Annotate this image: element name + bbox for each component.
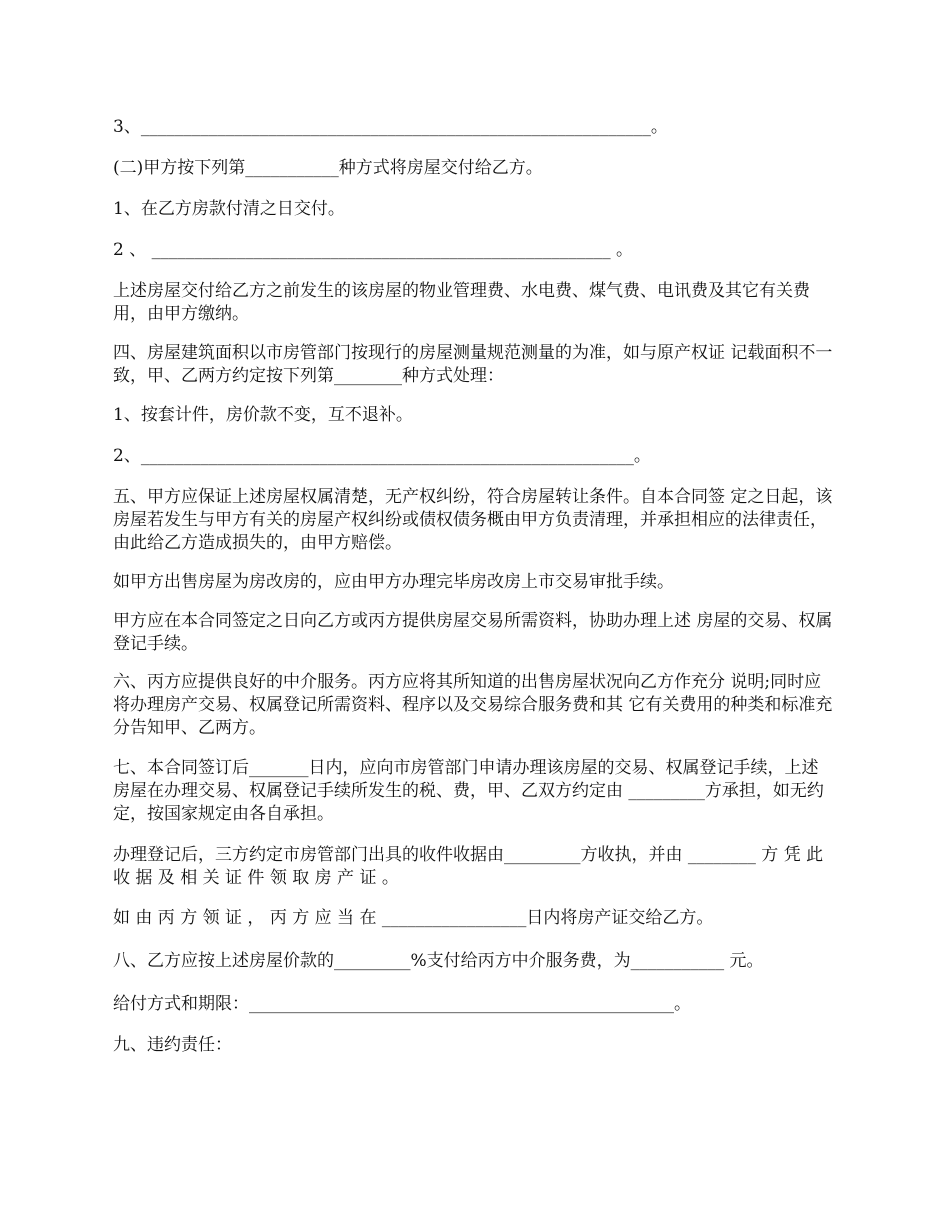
paragraph-section-9: 九、违约责任： bbox=[113, 1035, 232, 1055]
paragraph-area-1: 1、按套计件，房价款不变，互不退补。 bbox=[113, 405, 413, 425]
paragraph-fees: 上述房屋交付给乙方之前发生的该房屋的物业管理费、水电费、煤气费、电讯费及其它有关费用，由甲方缴纳。 bbox=[113, 281, 810, 324]
paragraph-section-5: 五、甲方应保证上述房屋权属清楚，无产权纠纷，符合房屋转让条件。自本合同签 定之日起，该房屋若发生与甲方有关的房屋产权纠纷或债权债务概由甲方负责清理，并承担相应的法律责任，由此给乙方造成损失的，由甲方赔偿。 bbox=[113, 487, 833, 553]
paragraph-payment-terms: 给付方式和期限：__________________________________________________。 bbox=[113, 994, 691, 1014]
paragraph-housing-reform: 如甲方出售房屋为房改房的，应由甲方办理完毕房改房上市交易审批手续。 bbox=[113, 572, 674, 592]
paragraph-certificate: 如 由 丙 方 领 证 ， 丙 方 应 当 在 _________________日内将房产证交给乙方。 bbox=[113, 908, 714, 928]
paragraph-delivery-1: 1、在乙方房款付清之日交付。 bbox=[113, 199, 345, 219]
paragraph-section-4: 四、房屋建筑面积以市房管部门按现行的房屋测量规范测量的为准，如与原产权证 记载面积不一致，甲、乙两方约定按下列第________种方式处理： bbox=[113, 343, 833, 386]
paragraph-section-6: 六、丙方应提供良好的中介服务。丙方应将其所知道的出售房屋状况向乙方作充分 说明;同时应将办理房产交易、权属登记所需资料、程序以及交易综合服务费和其 它有关费用的种类和标准充分告知甲、乙两方。 bbox=[113, 672, 833, 738]
paragraph-provide-materials: 甲方应在本合同签定之日向乙方或丙方提供房屋交易所需资料，协助办理上述 房屋的交易、权属登记手续。 bbox=[113, 611, 833, 654]
paragraph-registration: 办理登记后，三方约定市房管部门出具的收件收据由_________方收执，并由 ________ 方 凭 此 收 据 及 相 关 证 件 领 取 房 产 证 。 bbox=[113, 845, 829, 888]
paragraph-section-7: 七、本合同签订后_______日内，应向市房管部门申请办理该房屋的交易、权属登记手续，上述房屋在办理交易、权属登记手续所发生的税、费，甲、乙双方约定由 _________方承担，如无约定，按国家规定由各自承担。 bbox=[113, 758, 824, 824]
paragraph-delivery-2: 2 、 ______________________________________________________ 。 bbox=[113, 240, 634, 260]
paragraph-area-2: 2、__________________________________________________________。 bbox=[113, 446, 651, 466]
paragraph-item-3: 3、____________________________________________________________。 bbox=[113, 117, 668, 137]
paragraph-delivery-method: (二)甲方按下列第___________种方式将房屋交付给乙方。 bbox=[113, 158, 543, 178]
paragraph-section-8: 八、乙方应按上述房屋价款的_________%支付给丙方中介服务费，为___________ 元。 bbox=[113, 951, 764, 971]
